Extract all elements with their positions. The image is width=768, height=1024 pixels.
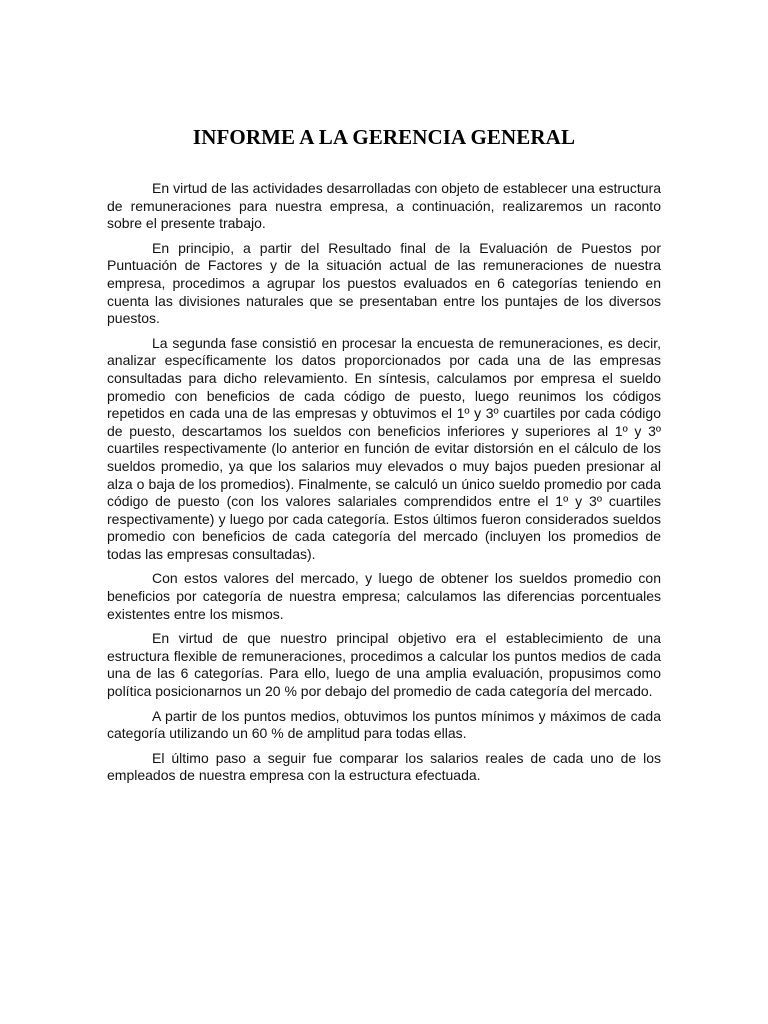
paragraph-minimos-maximos: A partir de los puntos medios, obtuvimos los puntos mínimos y máximos de cada categoría utilizando un 60 % de amplitud para todas ellas. <box>107 707 661 742</box>
document-title: INFORME A LA GERENCIA GENERAL <box>192 125 576 149</box>
paragraph-segunda-fase: La segunda fase consistió en procesar la encuesta de remuneraciones, es decir, analizar específicamente los datos proporcionados por cada una de las empresas consultadas para dicho relevamiento. En síntesis, calculamos por empresa el sueldo promedio con beneficios de cada código de puesto, luego reunimos los códigos repetidos en cada una de las empresas y obtuvimos el 1º y 3º cuartiles por cada código de puesto, descartamos los sueldos con beneficios inferiores y superiores al 1º y 3º cuartiles respectivamente (lo anterior en función de evitar distorsión en el cálculo de los sueldos promedio, ya que los salarios muy elevados o muy bajos pueden presionar al alza o baja de los promedios). Finalmente, se calculó un único sueldo promedio por cada código de puesto (con los valores salariales comprendidos entre el 1º y 3º cuartiles respectivamente) y luego por cada categoría. Estos últimos fueron considerados sueldos promedio con beneficios de cada categoría del mercado (incluyen los promedios de todas las empresas consultadas). <box>107 334 661 562</box>
paragraph-puntos-medios: En virtud de que nuestro principal objetivo era el establecimiento de una estructura flexible de remuneraciones, procedimos a calcular los puntos medios de cada una de las 6 categorías. Para ello, luego de una amplia evaluación, propusimos como política posicionarnos un 20 % por debajo del promedio de cada categoría del mercado. <box>107 630 661 700</box>
document-body <box>107 180 661 792</box>
paragraph-principio: En principio, a partir del Resultado final de la Evaluación de Puestos por Puntuación de Factores y de la situación actual de las remuneraciones de nuestra empresa, procedimos a agrupar los puestos evaluados en 6 categorías teniendo en cuenta las divisiones naturales que se presentaban entre los puntajes de los diversos puestos. <box>107 239 661 327</box>
paragraph-intro: En virtud de las actividades desarrolladas con objeto de establecer una estructura de remuneraciones para nuestra empresa, a continuación, realizaremos un raconto sobre el presente trabajo. <box>107 180 661 232</box>
paragraph-ultimo-paso: El último paso a seguir fue comparar los salarios reales de cada uno de los empleados de nuestra empresa con la estructura efectuada. <box>107 749 661 784</box>
paragraph-valores-mercado: Con estos valores del mercado, y luego de obtener los sueldos promedio con beneficios por categoría de nuestra empresa; calculamos las diferencias porcentuales existentes entre los mismos. <box>107 570 661 622</box>
